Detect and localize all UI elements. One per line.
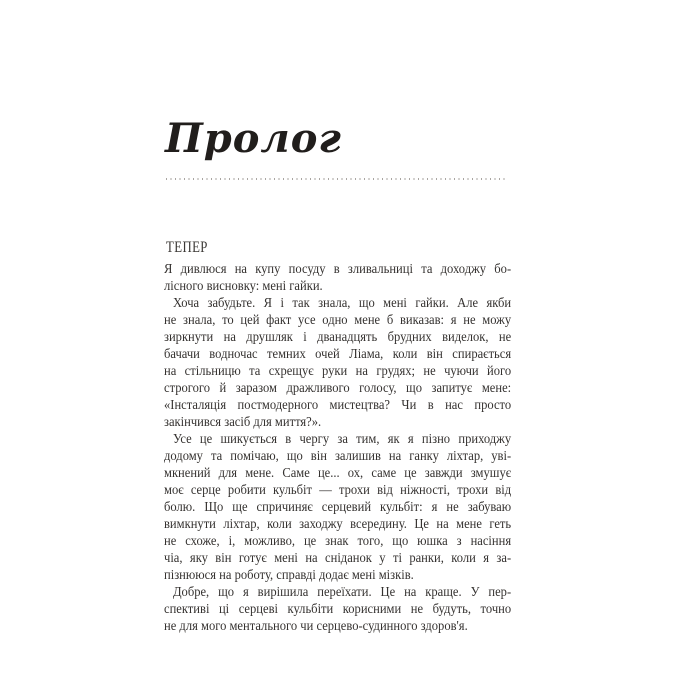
paragraph: [164, 295, 511, 431]
text-line: Добре, що я вирішила переїхати. Це на краще. У пер-: [172, 585, 512, 600]
text-line: вимкнути ліхтар, коли заходжу всередину. Це на мене геть: [164, 517, 512, 532]
text-line: спективі ці серцеві кульбіти корисними не будуть, точно: [164, 602, 512, 617]
text-line: чіа, яку він готує мені на сніданок у ті ранки, коли я за-: [164, 551, 512, 566]
section-label: ТЕПЕР: [166, 239, 208, 256]
text-line: строгого й заразом дражливого голосу, що запитує мене:: [164, 381, 512, 396]
chapter-title: Пролог: [165, 115, 342, 162]
text-line: не схоже, і, можливо, це знак того, що юшка з насіння: [164, 534, 512, 549]
text-line: додому та помічаю, що він залишив на ганку ліхтар, уві-: [164, 449, 512, 464]
text-line: не знала, то цей факт усе одно мене б виказав: я не можу: [164, 313, 512, 328]
body-text: [164, 261, 511, 635]
text-line: не для мого ментального чи серцево-судинного здоров'я.: [164, 619, 468, 634]
paragraph: [164, 584, 511, 635]
text-line: Хоча забудьте. Я і так знала, що мені гайки. Але якби: [172, 296, 512, 311]
text-line: закінчився засіб для миття?».: [164, 415, 322, 430]
text-line: Я дивлюся на купу посуду в зливальниці та доходжу бо-: [164, 262, 512, 277]
paragraph: [164, 261, 511, 295]
dotted-divider: [166, 178, 506, 180]
text-line: «Інсталяція постмодерного мистецтва? Чи в нас просто: [164, 398, 512, 413]
text-line: на стільницю та схрещує руки на грудях; не чуючи його: [164, 364, 512, 379]
text-line: зиркнути на друшляк і дванадцять брудних виделок, не: [164, 330, 512, 345]
text-line: болю. Що ще спричиняє серцевий кульбіт: я не забуваю: [164, 500, 512, 515]
text-line: бачачи водночас темних очей Ліама, коли він спирається: [164, 347, 512, 362]
text-line: моє серце робити кульбіт — трохи від ніжності, трохи від: [164, 483, 512, 498]
text-line: Усе це шикується в чергу за тим, як я пізно приходжу: [172, 432, 512, 447]
paragraph: [164, 431, 511, 584]
text-line: мкнений для мене. Саме це... ох, саме це завжди змушує: [164, 466, 512, 481]
text-line: лісного висновку: мені гайки.: [164, 279, 323, 294]
text-line: пізнююся на роботу, справді додає мені мізків.: [164, 568, 414, 583]
